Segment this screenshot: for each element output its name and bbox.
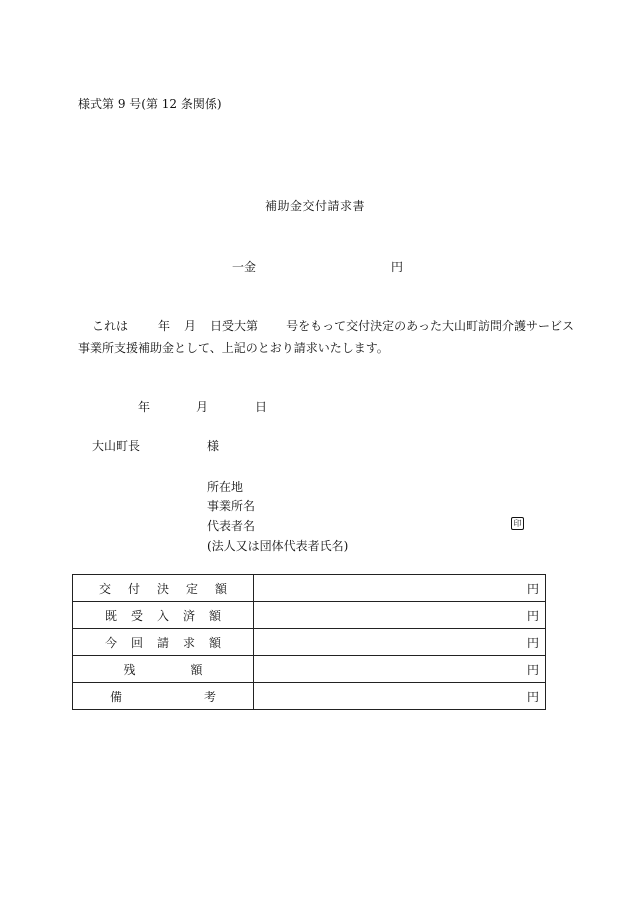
form-number: 様式第 9 号(第 12 条関係)	[78, 97, 222, 111]
table-row	[73, 656, 546, 683]
row-value: 円	[254, 629, 546, 656]
date-month-label: 月	[196, 400, 209, 414]
date-day-label: 日	[255, 400, 268, 414]
amount-table	[72, 574, 546, 710]
body-text-line-2: 事業所支援補助金として、上記のとおり請求いたします。	[78, 341, 389, 355]
row-label: 交付決定額	[98, 581, 244, 596]
document-title: 補助金交付請求書	[264, 199, 365, 213]
row-label: 残額	[123, 662, 258, 677]
table-row	[73, 602, 546, 629]
addressee-name: 大山町長	[92, 439, 141, 453]
body-text-intro: これは	[92, 319, 129, 333]
body-text-day-number: 日受大第	[210, 319, 259, 333]
address-label: 所在地	[207, 480, 244, 494]
row-label: 今回請求額	[104, 635, 235, 650]
table-row	[73, 629, 546, 656]
body-text-decision: 号をもって交付決定のあった大山町訪問介護サービス	[286, 319, 574, 333]
row-value: 円	[254, 602, 546, 629]
addressee-honorific: 様	[207, 439, 220, 453]
body-text-year: 年	[158, 319, 171, 333]
representative-label: 代表者名	[207, 519, 256, 533]
amount-prefix: 一金	[232, 260, 257, 274]
row-label: 備考	[109, 689, 298, 704]
row-label: 既受入済額	[104, 608, 235, 623]
table-row	[73, 575, 546, 602]
representative-note: (法人又は団体代表者氏名)	[207, 539, 349, 553]
body-text-month: 月	[184, 319, 197, 333]
amount-unit: 円	[391, 260, 404, 274]
office-name-label: 事業所名	[207, 499, 256, 513]
date-year-label: 年	[138, 400, 151, 414]
seal-icon: 印	[511, 517, 524, 530]
row-value: 円	[254, 656, 546, 683]
row-value: 円	[254, 683, 546, 710]
body-text-line-1	[92, 317, 574, 334]
table-row	[73, 683, 546, 710]
row-value: 円	[254, 575, 546, 602]
